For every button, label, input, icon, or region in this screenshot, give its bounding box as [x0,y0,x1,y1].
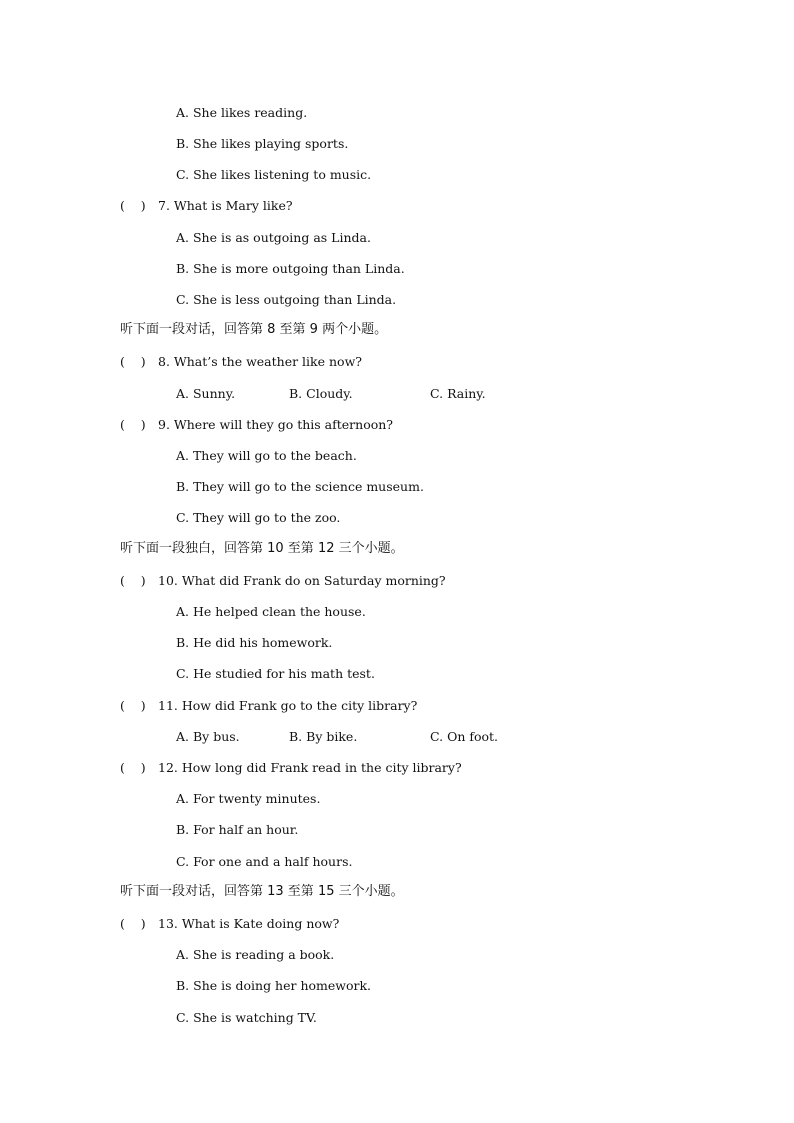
option-b: B. He did his homework. [176,635,333,650]
option-c: C. She likes listening to music. [176,167,372,182]
option-b: B. For half an hour. [176,822,299,837]
question-13 [120,916,339,932]
answer-blank[interactable]: ( ) [120,198,146,213]
option-b: B. Cloudy. [289,386,353,401]
option-c: C. They will go to the zoo. [176,510,341,525]
option-c: C. She is watching TV. [176,1010,317,1025]
option-a: A. She is as outgoing as Linda. [176,230,371,245]
option-b: B. By bike. [289,729,358,744]
option-b: B. They will go to the science museum. [176,479,424,494]
option-c: C. On foot. [430,729,499,744]
question-text: 11. How did Frank go to the city library? [158,698,418,713]
option-c: C. She is less outgoing than Linda. [176,292,397,307]
section-heading: 听下面一段对话，回答第 8 至第 9 两个小题。 [120,322,388,337]
answer-blank[interactable]: ( ) [120,354,146,369]
answer-blank[interactable]: ( ) [120,916,146,931]
question-12 [120,760,462,776]
option-b: B. She likes playing sports. [176,136,349,151]
question-text: 13. What is Kate doing now? [158,916,340,931]
question-text: 8. What’s the weather like now? [158,354,362,369]
answer-blank[interactable]: ( ) [120,760,146,775]
option-a: A. By bus. [176,729,240,744]
question-7 [120,198,293,214]
option-c: C. Rainy. [430,386,486,401]
option-a: A. For twenty minutes. [176,791,321,806]
option-a: A. Sunny. [176,386,236,401]
section-heading: 听下面一段独白，回答第 10 至第 12 三个小题。 [120,541,404,556]
inline-options [176,386,576,402]
section-heading: 听下面一段对话，回答第 13 至第 15 三个小题。 [120,884,404,899]
question-9 [120,417,393,433]
option-a: A. She is reading a book. [176,947,335,962]
option-b: B. She is more outgoing than Linda. [176,261,405,276]
question-text: 10. What did Frank do on Saturday morning? [158,573,446,588]
option-a: A. He helped clean the house. [176,604,366,619]
question-11 [120,698,417,714]
answer-blank[interactable]: ( ) [120,417,146,432]
question-text: 12. How long did Frank read in the city library? [158,760,462,775]
answer-blank[interactable]: ( ) [120,573,146,588]
option-c: C. He studied for his math test. [176,666,375,681]
option-a: A. They will go to the beach. [176,448,357,463]
option-a: A. She likes reading. [176,105,308,120]
option-b: B. She is doing her homework. [176,978,372,993]
inline-options [176,729,576,745]
question-text: 9. Where will they go this afternoon? [158,417,394,432]
answer-blank[interactable]: ( ) [120,698,146,713]
question-text: 7. What is Mary like? [158,198,293,213]
option-c: C. For one and a half hours. [176,854,353,869]
question-10 [120,573,446,589]
question-8 [120,354,362,370]
